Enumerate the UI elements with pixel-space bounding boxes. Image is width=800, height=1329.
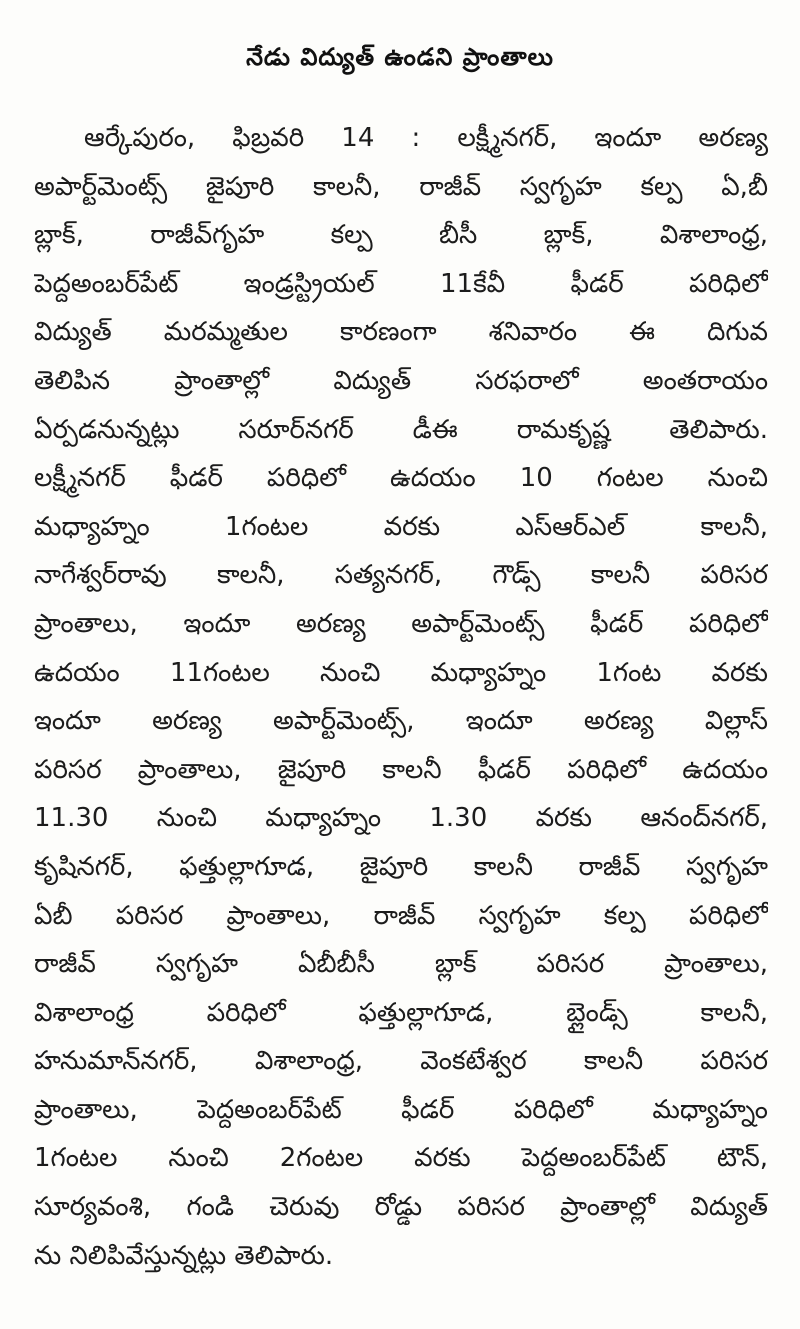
article-line: ఏర్పడనున్నట్లు సరూర్‌నగర్ డీఈ రామకృష్ణ తెలిపారు.: [34, 414, 768, 445]
article-line: అపార్ట్‌మెంట్స్ జైపూరి కాలనీ, రాజీవ్ స్వగృహ కల్ప ఏ,బీ: [34, 171, 768, 202]
article-line: సూర్యవంశి, గండి చెరువు రోడ్డు పరిసర ప్రాంతాల్లో విద్యుత్: [34, 1192, 768, 1223]
article-line: ఏబీ పరిసర ప్రాంతాలు, రాజీవ్ స్వగృహ కల్ప పరిధిలో: [34, 900, 768, 931]
article-line: ప్రాంతాలు, ఇందూ అరణ్య అపార్ట్‌మెంట్స్ ఫీడర్ పరిధిలో: [34, 608, 768, 639]
article-line: కృషినగర్, ఫత్తుల్లాగూడ, జైపూరి కాలనీ రాజీవ్ స్వగృహ: [34, 851, 768, 882]
article-line: విశాలాంధ్ర పరిధిలో ఫత్తుల్లాగూడ, బ్లైండ్స్ కాలనీ,: [34, 997, 768, 1028]
article-line: నాగేశ్వర్‌రావు కాలనీ, సత్యనగర్, గౌడ్స్ కాలనీ పరిసర: [34, 560, 768, 591]
article-line: పరిసర ప్రాంతాలు, జైపూరి కాలనీ ఫీడర్ పరిధిలో ఉదయం: [34, 754, 768, 785]
article-body: [34, 114, 768, 1280]
article-line: ఆర్కేపురం, ఫిబ్రవరి 14 : లక్ష్మీనగర్, ఇందూ అరణ్య: [84, 123, 768, 153]
article-line: ను నిలిపివేస్తున్నట్లు తెలిపారు.: [34, 1240, 334, 1271]
article-line: రాజీవ్ స్వగృహ ఏబీబీసీ బ్లాక్ పరిసర ప్రాంతాలు,: [34, 949, 768, 980]
article-line: ఉదయం 11గంటల నుంచి మధ్యాహ్నం 1గంట వరకు: [34, 657, 768, 688]
article-line: పెద్దఅంబర్‌పేట్ ఇండ్రస్ట్రియల్ 11కేవీ ఫీడర్ పరిధిలో: [34, 268, 768, 299]
article-line: విద్యుత్ మరమ్మతుల కారణంగా శనివారం ఈ దిగువ: [34, 317, 768, 348]
article-line: 1గంటల నుంచి 2గంటల వరకు పెద్దఅంబర్‌పేట్ టౌన్,: [34, 1143, 768, 1174]
headline: నేడు విద్యుత్ ఉండని ప్రాంతాలు: [246, 43, 554, 71]
article-line: బ్లాక్, రాజీవ్‌గృహ కల్ప బీసీ బ్లాక్, విశాలాంధ్ర,: [34, 220, 768, 251]
article-line: మధ్యాహ్నం 1గంటల వరకు ఎస్‌ఆర్‌ఎల్ కాలనీ,: [34, 511, 768, 542]
article-line: హనుమాన్‌నగర్, విశాలాంధ్ర, వెంకటేశ్వర కాలనీ పరిసర: [34, 1046, 768, 1077]
article-line: 11.30 నుంచి మధ్యాహ్నం 1.30 వరకు ఆనంద్‌నగర్,: [34, 803, 768, 834]
article-line: లక్ష్మీనగర్ ఫీడర్ పరిధిలో ఉదయం 10 గంటల నుంచి: [34, 463, 768, 494]
article-line: తెలిపిన ప్రాంతాల్లో విద్యుత్ సరఫరాలో అంతరాయం: [34, 365, 768, 396]
article-line: ప్రాంతాలు, పెద్దఅంబర్‌పేట్ ఫీడర్ పరిధిలో మధ్యాహ్నం: [34, 1094, 768, 1125]
article-line: ఇందూ అరణ్య అపార్ట్‌మెంట్స్, ఇందూ అరణ్య విల్లాస్: [34, 706, 768, 737]
